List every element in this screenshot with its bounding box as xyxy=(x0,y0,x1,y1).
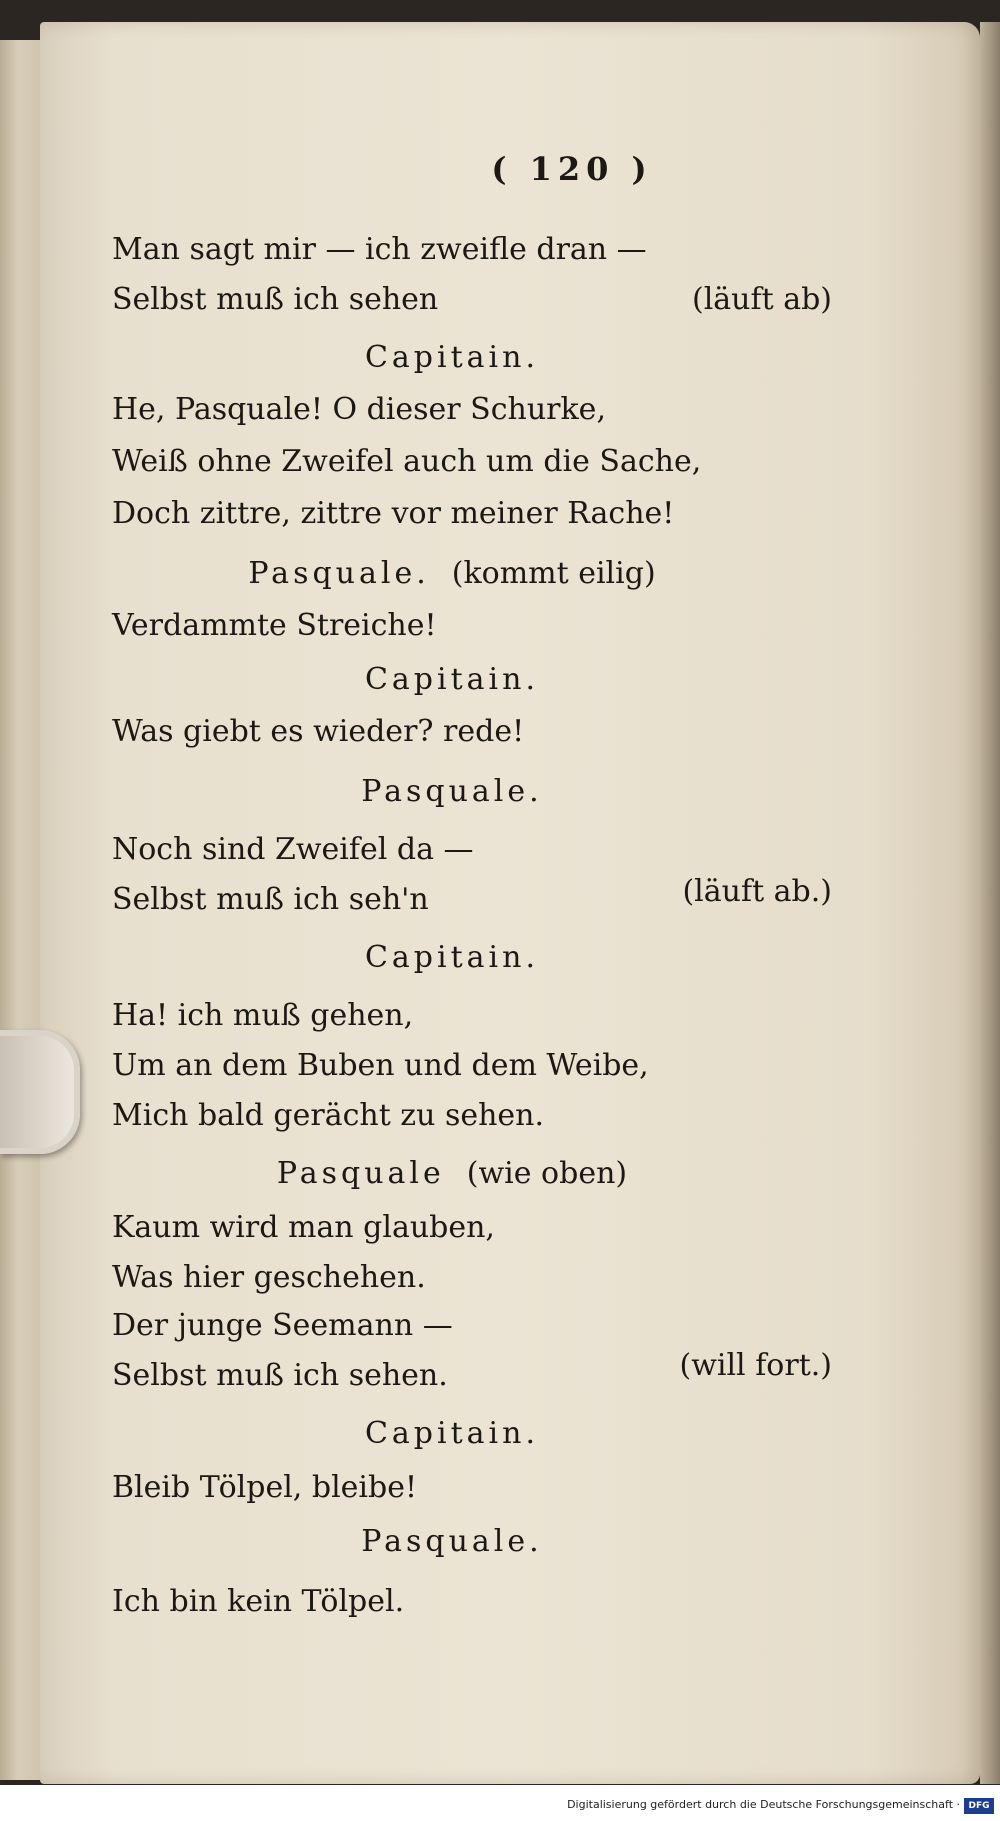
text-line: Selbst muß ich sehen xyxy=(112,282,439,317)
stage-direction: (kommt eilig) xyxy=(451,556,656,591)
text-line: Ha! ich muß gehen, xyxy=(112,998,414,1033)
speaker-name: Pasquale. xyxy=(361,1524,543,1559)
page-right-edge xyxy=(980,22,1000,1784)
speaker-name: Capitain. xyxy=(364,340,540,375)
text-line: Um an dem Buben und dem Weibe, xyxy=(112,1048,649,1083)
dfg-logo: DFG xyxy=(964,1798,994,1814)
speaker-name: Capitain. xyxy=(364,662,540,697)
text-line: Verdammte Streiche! xyxy=(112,608,437,643)
stage-direction: (will fort.) xyxy=(679,1348,832,1383)
text-line: Doch zittre, zittre vor meiner Rache! xyxy=(112,496,675,531)
text-line: Der junge Seemann — xyxy=(112,1308,453,1343)
text-line: Selbst muß ich seh'n xyxy=(112,882,429,917)
text-line: Ich bin kein Tölpel. xyxy=(112,1584,405,1619)
text-line: Noch sind Zweifel da — xyxy=(112,832,474,867)
text-line: Was hier geschehen. xyxy=(112,1260,426,1295)
text-line: He, Pasquale! O dieser Schurke, xyxy=(112,392,606,427)
text-line: Man sagt mir — ich zweifle dran — xyxy=(112,232,647,267)
page-clip xyxy=(0,1030,80,1154)
footer-bar xyxy=(0,1785,1000,1821)
text-line: Was giebt es wieder? rede! xyxy=(112,714,525,749)
speaker-name: Pasquale (wie oben) xyxy=(276,1156,628,1191)
text-line: Kaum wird man glauben, xyxy=(112,1210,495,1245)
text-line: Mich bald gerächt zu sehen. xyxy=(112,1098,545,1133)
text-line: Weiß ohne Zweifel auch um die Sache, xyxy=(112,444,702,479)
speaker-name: Pasquale. (kommt eilig) xyxy=(248,556,656,591)
speaker-name: Pasquale. xyxy=(361,774,543,809)
stage-direction: (läuft ab) xyxy=(692,282,832,317)
text-line: Bleib Tölpel, bleibe! xyxy=(112,1470,418,1505)
page-number: ( 120 ) xyxy=(491,150,653,188)
text-line: Selbst muß ich sehen. xyxy=(112,1358,448,1393)
digitization-credit: Digitalisierung gefördert durch die Deutsche Forschungsgemeinschaft · xyxy=(567,1798,960,1811)
stage-direction: (wie oben) xyxy=(466,1156,628,1191)
speaker-name: Capitain. xyxy=(364,1416,540,1451)
stage-direction: (läuft ab.) xyxy=(682,874,832,909)
speaker-name: Capitain. xyxy=(364,940,540,975)
